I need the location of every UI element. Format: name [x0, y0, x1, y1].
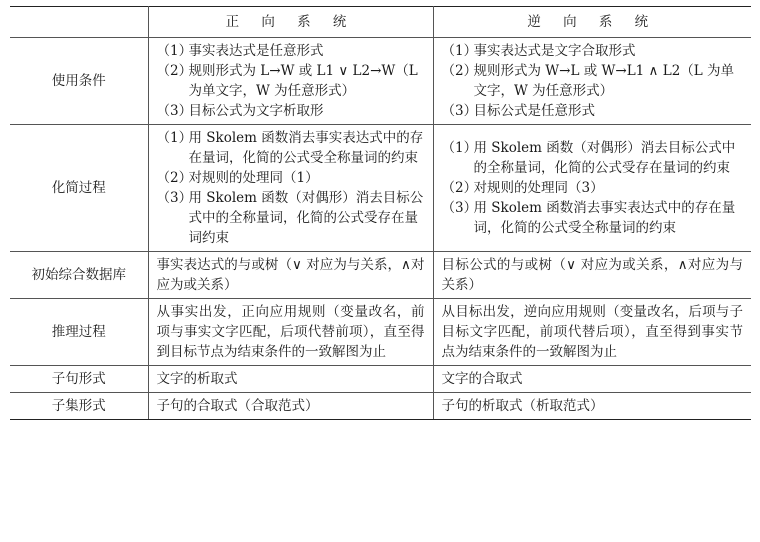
list-item: [442, 41, 744, 61]
item-text: 事实表达式是文字合取形式: [473, 43, 636, 59]
table-row: [10, 38, 751, 125]
table-row: [10, 393, 751, 420]
item-number: （1）: [156, 43, 193, 59]
item-text: 用 Skolem 函数（对偶形）消去目标公式中的全称量词，化简的公式受存在量词的约束: [473, 140, 736, 176]
item-text: 目标公式为文字析取形: [188, 103, 324, 119]
item-text: 用 Skolem 函数（对偶形）消去目标公式中的全称量词，化简的公式受存在量词约束: [188, 190, 424, 246]
list-item: [442, 101, 744, 121]
backward-list: [442, 41, 744, 121]
table-row: [10, 125, 751, 252]
item-text: 用 Skolem 函数消去事实表达式中的存在量词，化简的公式受全称量词的约束: [188, 130, 424, 166]
backward-cell: 子句的析取式（析取范式）: [433, 393, 751, 420]
backward-cell: 文字的合取式: [433, 366, 751, 393]
comparison-table: [10, 6, 751, 420]
item-text: 对规则的处理同（3）: [473, 180, 604, 196]
header-row: [10, 7, 751, 38]
list-item: [157, 61, 425, 101]
forward-cell: 文字的析取式: [148, 366, 433, 393]
item-text: 对规则的处理同（1）: [188, 170, 319, 186]
list-item: [157, 128, 425, 168]
list-item: [157, 41, 425, 61]
item-text: 规则形式为 W→L 或 W→L1 ∧ L2（L 为单文字，W 为任意形式）: [473, 63, 735, 99]
item-number: （1）: [156, 130, 193, 146]
row-label: 子句形式: [10, 366, 148, 393]
list-item: [442, 61, 744, 101]
item-number: （3）: [156, 190, 193, 206]
item-text: 用 Skolem 函数消去事实表达式中的存在量词，化简的公式受全称量词的约束: [473, 200, 736, 236]
item-number: （2）: [441, 180, 478, 196]
row-label: 化简过程: [10, 125, 148, 252]
item-number: （3）: [441, 200, 478, 216]
header-backward-system: 逆 向 系 统: [433, 7, 751, 38]
forward-cell: 子句的合取式（合取范式）: [148, 393, 433, 420]
item-text: 事实表达式是任意形式: [188, 43, 324, 59]
item-number: （3）: [156, 103, 193, 119]
backward-cell: [433, 38, 751, 125]
forward-cell: [148, 38, 433, 125]
item-number: （2）: [156, 63, 193, 79]
row-label: 子集形式: [10, 393, 148, 420]
table-row: [10, 366, 751, 393]
item-number: （2）: [156, 170, 193, 186]
item-text: 规则形式为 L→W 或 L1 ∨ L2→W（L 为单文字，W 为任意形式）: [188, 63, 418, 99]
header-forward-system: 正 向 系 统: [148, 7, 433, 38]
backward-cell: 从目标出发，逆向应用规则（变量改名，后项与子目标文字匹配，前项代替后项），直至得到事实节点为结束条件的一致解图为止: [433, 299, 751, 366]
list-item: [442, 178, 744, 198]
forward-cell: 事实表达式的与或树（∨ 对应为与关系，∧对应为或关系）: [148, 252, 433, 299]
list-item: [157, 101, 425, 121]
row-label: 初始综合数据库: [10, 252, 148, 299]
comparison-table-container: [10, 6, 751, 420]
header-corner: [10, 7, 148, 38]
forward-list: [157, 41, 425, 121]
item-number: （2）: [441, 63, 478, 79]
list-item: [157, 188, 425, 248]
item-number: （1）: [441, 140, 478, 156]
forward-cell: [148, 125, 433, 252]
forward-list: [157, 128, 425, 248]
forward-cell: 从事实出发，正向应用规则（变量改名，前项与事实文字匹配，后项代替前项），直至得到目标节点为结束条件的一致解图为止: [148, 299, 433, 366]
list-item: [442, 138, 744, 178]
backward-cell: 目标公式的与或树（∨ 对应为或关系，∧对应为与关系）: [433, 252, 751, 299]
item-number: （3）: [441, 103, 478, 119]
list-item: [442, 198, 744, 238]
row-label: 使用条件: [10, 38, 148, 125]
list-item: [157, 168, 425, 188]
backward-list: [442, 138, 744, 238]
row-label: 推理过程: [10, 299, 148, 366]
table-row: [10, 299, 751, 366]
item-number: （1）: [441, 43, 478, 59]
table-row: [10, 252, 751, 299]
item-text: 目标公式是任意形式: [473, 103, 595, 119]
backward-cell: [433, 125, 751, 252]
